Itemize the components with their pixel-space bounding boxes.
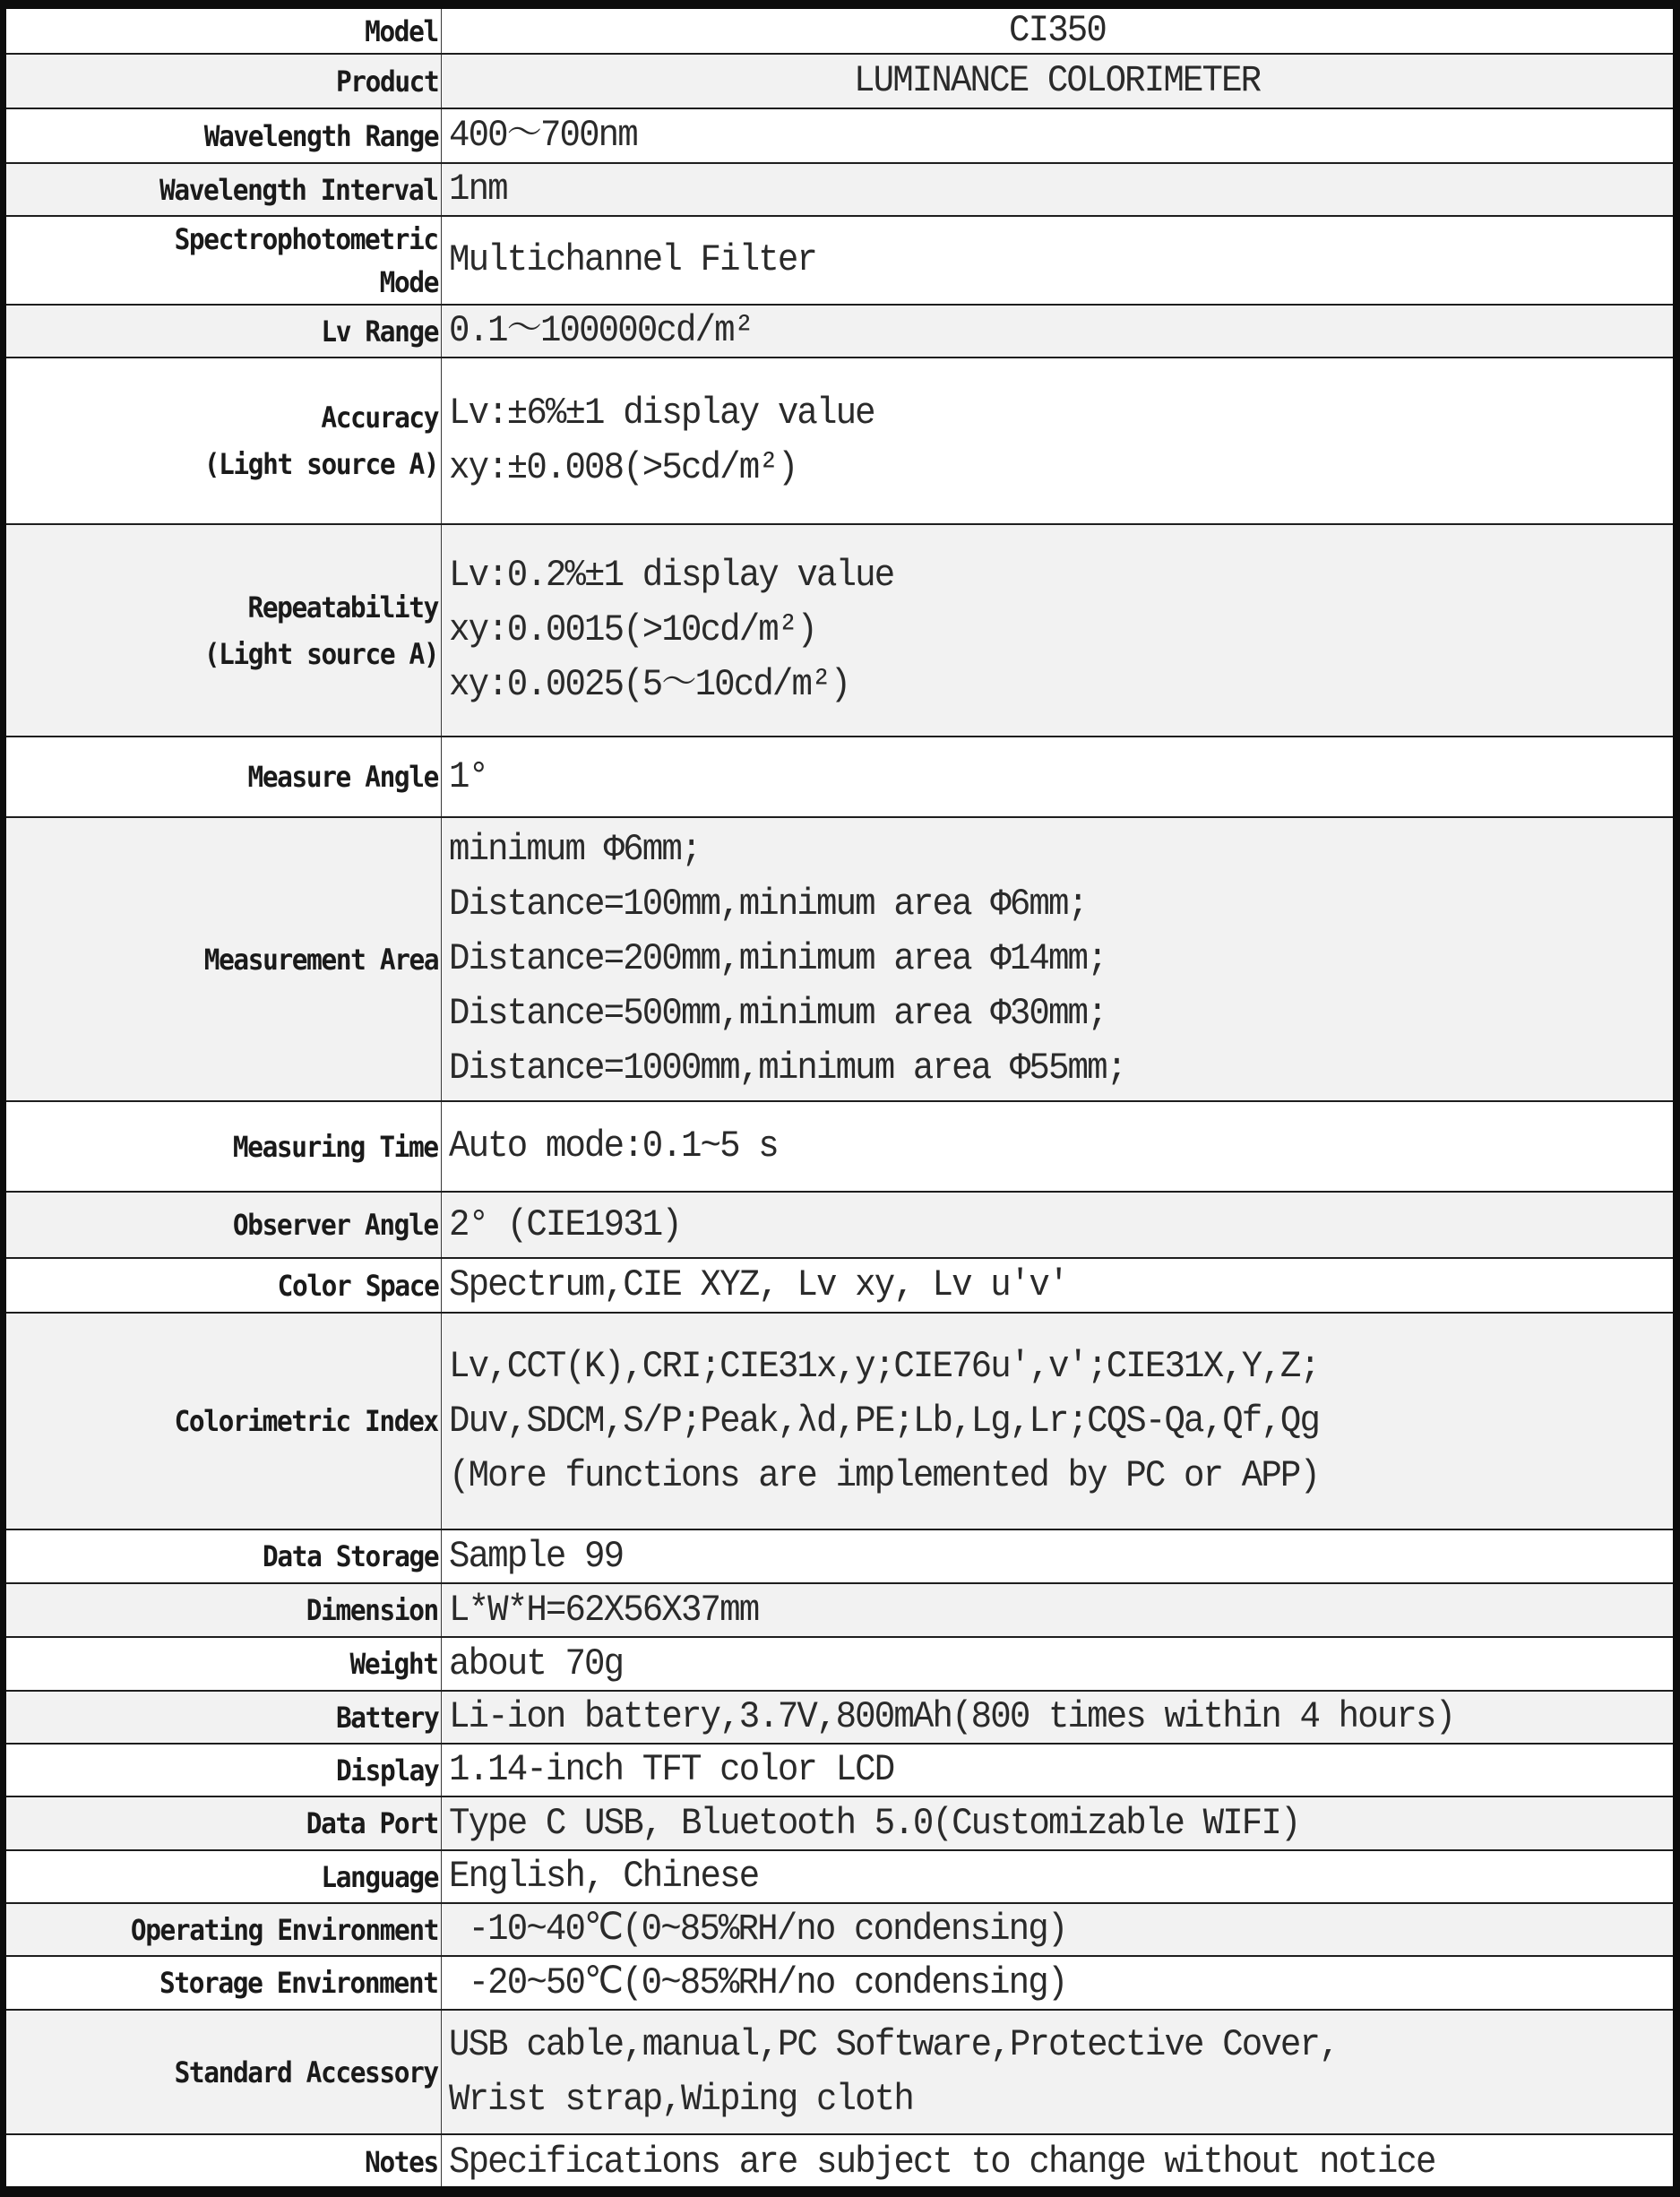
spec-value [442, 9, 1673, 53]
spec-label [6, 109, 442, 162]
spec-value [442, 1692, 1673, 1743]
label-text: Colorimetric Index [174, 1404, 438, 1438]
value-text: Lv:0.2%±1 display value [449, 554, 894, 597]
spec-table [6, 9, 1673, 2186]
value-text: xy:0.0025(5～10cd/m²) [449, 663, 850, 706]
spec-row-observer-angle [6, 1193, 1673, 1259]
value-text: 1nm [449, 168, 507, 211]
value-text: Distance=1000mm,minimum area Φ55mm; [449, 1047, 1126, 1090]
value-text: Auto mode:0.1~5 s [449, 1124, 778, 1167]
value-text: 1.14-inch TFT color LCD [449, 1748, 894, 1791]
value-text: L*W*H=62X56X37mm [449, 1588, 759, 1632]
spec-label [6, 1584, 442, 1636]
spec-value [442, 2011, 1673, 2133]
label-text: Mode [379, 264, 438, 299]
spec-label [6, 306, 442, 357]
label-text: Language [321, 1859, 438, 1894]
spec-row-display [6, 1745, 1673, 1797]
spec-value [442, 164, 1673, 215]
spec-row-weight [6, 1638, 1673, 1692]
value-text: Specifications are subject to change without notice [449, 2141, 1435, 2184]
value-text: Li-ion battery,3.7V,800mAh(800 times within 4 hours) [449, 1695, 1455, 1738]
spec-row-wavelength-range [6, 109, 1673, 164]
spec-label [6, 1638, 442, 1690]
spec-value [442, 217, 1673, 304]
spec-label [6, 55, 442, 108]
value-text: LUMINANCE COLORIMETER [854, 59, 1261, 102]
label-text: Data Storage [262, 1539, 438, 1573]
value-text: Type C USB, Bluetooth 5.0(Customizable WIFI) [449, 1801, 1300, 1845]
label-text: Measuring Time [233, 1129, 438, 1164]
spec-label [6, 1530, 442, 1582]
spec-value [442, 737, 1673, 816]
spec-value [442, 1851, 1673, 1902]
spec-row-data-storage [6, 1530, 1673, 1584]
spec-label [6, 525, 442, 736]
label-text: Spectrophotometric [174, 221, 438, 256]
spec-label [6, 9, 442, 53]
spec-value [442, 1102, 1673, 1191]
spec-label [6, 358, 442, 523]
value-text: 0.1～100000cd/m² [449, 309, 754, 352]
value-text: xy:0.0015(>10cd/m²) [449, 608, 817, 651]
value-text: -10~40℃(0~85%RH/no condensing) [449, 1908, 1067, 1951]
label-text: Display [335, 1753, 438, 1788]
spec-value [442, 1957, 1673, 2009]
value-text: English, Chinese [449, 1855, 759, 1898]
spec-row-operating-environment [6, 1904, 1673, 1957]
spec-value [442, 1584, 1673, 1636]
label-text: Wavelength Range [203, 118, 438, 153]
spec-value [442, 55, 1673, 108]
label-text: Weight [349, 1647, 438, 1681]
spec-label [6, 1314, 442, 1529]
spec-value [442, 1314, 1673, 1529]
spec-row-notes [6, 2135, 1673, 2186]
value-text: Sample 99 [449, 1534, 624, 1578]
spec-row-data-port [6, 1797, 1673, 1851]
label-text: Wavelength Interval [159, 172, 438, 207]
label-text: Repeatability [247, 590, 438, 625]
label-text: Observer Angle [233, 1208, 438, 1242]
spec-label [6, 1904, 442, 1955]
value-text: Distance=500mm,minimum area Φ30mm; [449, 992, 1107, 1035]
spec-row-language [6, 1851, 1673, 1904]
spec-label [6, 1851, 442, 1902]
spec-row-storage-environment [6, 1957, 1673, 2011]
label-text: Data Port [306, 1806, 438, 1840]
value-text: 1° [449, 754, 488, 798]
spec-value [442, 2135, 1673, 2186]
spec-value [442, 1530, 1673, 1582]
label-text: Battery [335, 1700, 438, 1735]
spec-value [442, 306, 1673, 357]
value-text: Multichannel Filter [449, 238, 817, 281]
spec-value [442, 358, 1673, 523]
spec-row-spectrophotometric-mode [6, 217, 1673, 306]
value-text: Distance=200mm,minimum area Φ14mm; [449, 937, 1107, 980]
label-text: Measurement Area [203, 942, 438, 977]
spec-label [6, 217, 442, 304]
label-text: Product [335, 64, 438, 99]
spec-label [6, 2011, 442, 2133]
spec-label [6, 818, 442, 1100]
value-text: Spectrum,CIE XYZ, Lv xy, Lv u'v' [449, 1263, 1068, 1306]
spec-label [6, 1193, 442, 1257]
label-text: Lv Range [321, 314, 438, 349]
spec-row-wavelength-interval [6, 164, 1673, 217]
spec-label [6, 1745, 442, 1796]
spec-row-dimension [6, 1584, 1673, 1638]
spec-value [442, 1638, 1673, 1690]
label-text: Operating Environment [130, 1912, 438, 1947]
spec-value [442, 1797, 1673, 1849]
value-text: Wrist strap,Wiping cloth [449, 2077, 913, 2121]
label-text: Standard Accessory [174, 2055, 438, 2089]
value-text: Distance=100mm,minimum area Φ6mm; [449, 883, 1088, 926]
spec-row-color-space [6, 1259, 1673, 1314]
spec-label [6, 1797, 442, 1849]
value-text: minimum Φ6mm; [449, 828, 701, 871]
spec-row-product [6, 55, 1673, 109]
value-text: -20~50℃(0~85%RH/no condensing) [449, 1960, 1067, 2004]
label-text: Accuracy [321, 401, 438, 435]
label-text: Color Space [277, 1268, 438, 1303]
spec-value [442, 818, 1673, 1100]
label-text: (Light source A) [203, 447, 438, 481]
value-text: 400～700nm [449, 114, 637, 157]
label-text: Measure Angle [247, 760, 438, 794]
spec-row-repeatability [6, 525, 1673, 737]
spec-value [442, 109, 1673, 162]
spec-label [6, 1957, 442, 2009]
spec-row-lv-range [6, 306, 1673, 358]
spec-label [6, 1692, 442, 1743]
value-text: Lv,CCT(K),CRI;CIE31x,y;CIE76u',v';CIE31X,Y,Z; [449, 1344, 1320, 1388]
value-text: about 70g [449, 1641, 624, 1685]
value-text: USB cable,manual,PC Software,Protective Cover, [449, 2022, 1339, 2066]
label-text: (Light source A) [203, 636, 438, 671]
label-text: Model [365, 13, 438, 48]
spec-row-measuring-time [6, 1102, 1673, 1193]
label-text: Dimension [306, 1593, 438, 1627]
spec-row-accuracy [6, 358, 1673, 525]
spec-row-measure-angle [6, 737, 1673, 818]
spec-label [6, 164, 442, 215]
value-text: (More functions are implemented by PC or APP) [449, 1453, 1320, 1497]
label-text: Notes [365, 2145, 438, 2179]
spec-value [442, 525, 1673, 736]
value-text: Lv:±6%±1 display value [449, 392, 874, 435]
spec-row-model [6, 9, 1673, 55]
spec-label [6, 2135, 442, 2186]
label-text: Storage Environment [159, 1966, 438, 2000]
spec-row-standard-accessory [6, 2011, 1673, 2135]
value-text: 2° (CIE1931) [449, 1202, 681, 1246]
spec-value [442, 1193, 1673, 1257]
spec-value [442, 1259, 1673, 1312]
value-text: Duv,SDCM,S/P;Peak,λd,PE;Lb,Lg,Lr;CQS-Qa,Qf,Qg [449, 1399, 1320, 1443]
spec-row-battery [6, 1692, 1673, 1745]
spec-row-measurement-area [6, 818, 1673, 1102]
spec-label [6, 1259, 442, 1312]
spec-label [6, 737, 442, 816]
spec-label [6, 1102, 442, 1191]
spec-value [442, 1904, 1673, 1955]
value-text: CI350 [1009, 9, 1106, 52]
spec-row-colorimetric-index [6, 1314, 1673, 1530]
value-text: xy:±0.008(>5cd/m²) [449, 446, 797, 489]
spec-value [442, 1745, 1673, 1796]
